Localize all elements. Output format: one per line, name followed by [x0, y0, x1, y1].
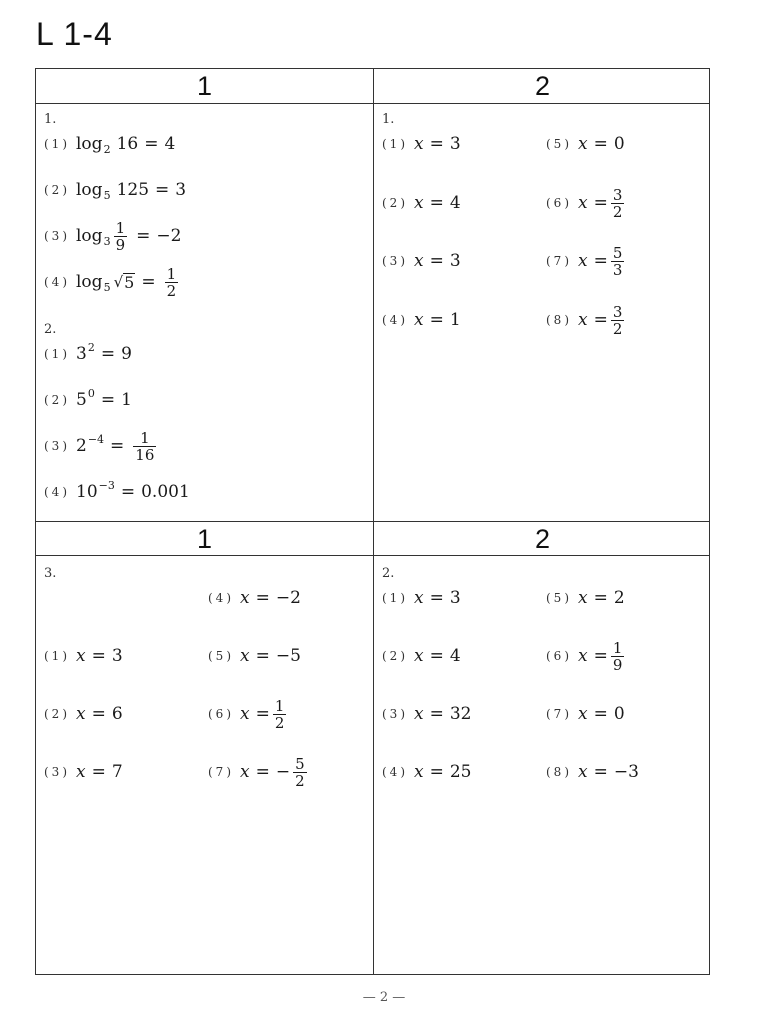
answer-item — [546, 241, 627, 281]
equals-sign: = — [255, 704, 270, 724]
item-label: (4) — [44, 275, 70, 289]
item-label: (7) — [208, 765, 234, 779]
section-label: 2. — [382, 566, 395, 581]
fraction — [611, 640, 625, 673]
item-label: (1) — [44, 137, 70, 151]
fraction-denominator: 2 — [612, 319, 623, 338]
variable: x — [414, 588, 424, 608]
equals-sign: = — [593, 646, 608, 666]
variable: x — [578, 588, 588, 608]
answer-value: 4 — [164, 134, 176, 154]
item-label: (6) — [546, 649, 572, 663]
variable: x — [414, 310, 424, 330]
fraction — [114, 220, 128, 253]
power-base: 3 — [76, 344, 87, 364]
answer-value: 7 — [111, 762, 123, 782]
answer-expression — [76, 180, 186, 200]
equals-sign: = — [429, 310, 444, 330]
variable: x — [414, 251, 424, 271]
item-label: (4) — [208, 591, 234, 605]
answer-item — [546, 124, 625, 164]
power-exponent: −4 — [87, 432, 105, 446]
item-label: (1) — [382, 591, 408, 605]
equals-sign: = — [155, 180, 170, 200]
log-base: 5 — [103, 280, 111, 294]
log-argument: 16 — [116, 134, 139, 154]
answer-value: 1 — [121, 390, 132, 410]
log-base: 5 — [103, 188, 111, 202]
variable: x — [578, 193, 588, 213]
equals-sign: = — [120, 482, 136, 502]
item-label: (3) — [44, 765, 70, 779]
variable: x — [76, 704, 86, 724]
answer-item — [44, 216, 181, 256]
answer-item — [208, 694, 289, 734]
item-label: (8) — [546, 313, 572, 327]
section-label: 3. — [44, 566, 57, 581]
column-header-bottom-left: 1 — [196, 524, 213, 554]
fraction-numerator: 5 — [612, 243, 623, 262]
answer-expression — [76, 478, 190, 502]
fraction-denominator: 2 — [295, 771, 305, 790]
equals-sign: = — [593, 251, 608, 271]
log-text: log — [76, 272, 103, 292]
answer-value: 0 — [613, 704, 625, 724]
answer-item — [382, 578, 461, 618]
column-header-bottom-right: 2 — [534, 524, 551, 554]
answer-value: 25 — [449, 762, 472, 782]
power-exponent: 0 — [87, 386, 95, 400]
item-label: (2) — [44, 393, 70, 407]
page-title: L 1-4 — [36, 16, 113, 52]
item-label: (2) — [382, 196, 408, 210]
answer-item — [44, 380, 132, 420]
answer-item — [382, 636, 461, 676]
answer-value: −3 — [613, 762, 639, 782]
fraction — [611, 304, 625, 337]
answer-value: 3 — [449, 588, 461, 608]
equals-sign: = — [429, 134, 444, 154]
section-label: 1. — [382, 112, 395, 127]
answer-item — [546, 694, 625, 734]
variable: x — [414, 193, 424, 213]
equals-sign: = — [91, 762, 106, 782]
minus-sign: − — [275, 762, 291, 782]
variable: x — [414, 762, 424, 782]
answer-value: 4 — [449, 646, 461, 666]
item-label: (5) — [546, 591, 572, 605]
fraction-denominator: 2 — [612, 202, 623, 221]
answer-item — [44, 752, 123, 792]
answer-value: −5 — [275, 646, 301, 666]
answer-item — [208, 636, 301, 676]
equals-sign: = — [255, 646, 270, 666]
answer-item — [44, 170, 186, 210]
item-label: (4) — [44, 485, 70, 499]
fraction-denominator: 16 — [135, 445, 155, 464]
answer-value: 6 — [111, 704, 123, 724]
item-label: (2) — [44, 183, 70, 197]
item-label: (1) — [44, 347, 70, 361]
fraction-numerator: 3 — [612, 302, 623, 321]
log-base: 2 — [103, 142, 111, 156]
square-root — [114, 273, 136, 291]
answer-item — [382, 300, 461, 340]
answer-value: 0 — [613, 134, 625, 154]
fraction-numerator: 1 — [274, 696, 285, 715]
answer-item — [382, 694, 471, 734]
answer-expression — [76, 430, 159, 463]
log-argument: 125 — [116, 180, 150, 200]
answer-expression — [76, 266, 181, 299]
variable: x — [76, 646, 86, 666]
item-label: (7) — [546, 707, 572, 721]
variable: x — [578, 762, 588, 782]
column-header-top-left: 1 — [196, 71, 213, 101]
answer-expression — [76, 340, 132, 364]
fraction-denominator: 2 — [166, 281, 177, 300]
answer-item — [44, 124, 175, 164]
fraction-denominator: 9 — [612, 655, 623, 674]
fraction-numerator: 1 — [140, 428, 150, 447]
fraction — [165, 266, 179, 299]
log-text: log — [76, 134, 103, 154]
answer-value: 3 — [449, 251, 461, 271]
variable: x — [240, 646, 250, 666]
answer-item — [382, 183, 461, 223]
equals-sign: = — [593, 704, 608, 724]
item-label: (6) — [546, 196, 572, 210]
variable: x — [240, 588, 250, 608]
item-label: (3) — [44, 229, 70, 243]
equals-sign: = — [91, 646, 106, 666]
answer-item — [208, 578, 301, 618]
answer-item — [208, 752, 310, 792]
equals-sign: = — [429, 193, 444, 213]
answer-item — [44, 636, 123, 676]
power-base: 5 — [76, 390, 87, 410]
fraction-numerator: 1 — [166, 264, 177, 283]
item-label: (5) — [208, 649, 234, 663]
fraction — [293, 756, 307, 789]
answer-value: 3 — [449, 134, 461, 154]
variable: x — [240, 704, 250, 724]
variable: x — [240, 762, 250, 782]
answer-value: 32 — [449, 704, 472, 724]
fraction-numerator: 1 — [115, 218, 126, 237]
answer-item — [382, 241, 461, 281]
equals-sign: = — [255, 588, 270, 608]
answer-item — [44, 472, 190, 512]
answer-item — [44, 694, 123, 734]
answer-value: 3 — [175, 180, 187, 200]
power-exponent: −3 — [98, 478, 115, 492]
fraction — [611, 187, 625, 220]
variable: x — [414, 134, 424, 154]
variable: x — [578, 646, 588, 666]
item-label: (8) — [546, 765, 572, 779]
item-label: (3) — [382, 254, 408, 268]
answer-item — [382, 752, 471, 792]
radicand: 5 — [124, 273, 135, 292]
answer-item — [546, 578, 625, 618]
power-base: 2 — [76, 436, 87, 456]
power-base: 10 — [76, 482, 98, 502]
fraction-numerator: 3 — [612, 185, 623, 204]
equals-sign: = — [593, 193, 608, 213]
log-text: log — [76, 226, 103, 246]
equals-sign: = — [429, 704, 444, 724]
answer-expression — [76, 220, 181, 253]
equals-sign: = — [429, 251, 444, 271]
page-number: — 2 — — [362, 990, 406, 1005]
header-divider-top — [36, 103, 709, 104]
answer-value: 3 — [111, 646, 123, 666]
item-label: (1) — [44, 649, 70, 663]
fraction-denominator: 9 — [115, 235, 126, 254]
answer-grid — [35, 68, 710, 975]
answer-item — [546, 300, 627, 340]
log-base: 3 — [103, 234, 111, 248]
equals-sign: = — [593, 762, 608, 782]
equals-sign: = — [110, 436, 125, 456]
section-label: 1. — [44, 112, 57, 127]
item-label: (5) — [546, 137, 572, 151]
equals-sign: = — [100, 344, 116, 364]
answer-item — [546, 636, 627, 676]
fraction-numerator: 5 — [295, 754, 305, 773]
equals-sign: = — [429, 762, 444, 782]
variable: x — [578, 310, 588, 330]
answer-value: 4 — [449, 193, 461, 213]
log-text: log — [76, 180, 103, 200]
answer-item — [44, 262, 181, 302]
fraction — [133, 430, 156, 463]
answer-item — [44, 334, 132, 374]
power-exponent: 2 — [87, 340, 95, 354]
answer-value: −2 — [275, 588, 301, 608]
variable: x — [578, 704, 588, 724]
variable: x — [578, 251, 588, 271]
equals-sign: = — [91, 704, 106, 724]
equals-sign: = — [255, 762, 270, 782]
answer-item — [44, 426, 159, 466]
answer-expression — [76, 386, 132, 410]
answer-value: 0.001 — [141, 482, 190, 502]
fraction-numerator: 1 — [612, 638, 623, 657]
answer-item — [382, 124, 461, 164]
fraction-denominator: 3 — [612, 260, 623, 279]
equals-sign: = — [141, 272, 156, 292]
equals-sign: = — [144, 134, 159, 154]
item-label: (2) — [382, 649, 408, 663]
answer-value: 1 — [449, 310, 461, 330]
variable: x — [76, 762, 86, 782]
item-label: (3) — [44, 439, 70, 453]
radical-sign-icon: √ — [113, 273, 124, 291]
item-label: (7) — [546, 254, 572, 268]
equals-sign: = — [136, 226, 151, 246]
equals-sign: = — [593, 310, 608, 330]
equals-sign: = — [100, 390, 116, 410]
answer-item — [546, 752, 639, 792]
variable: x — [414, 704, 424, 724]
equals-sign: = — [429, 646, 444, 666]
answer-expression — [76, 134, 175, 154]
item-label: (1) — [382, 137, 408, 151]
item-label: (4) — [382, 313, 408, 327]
answer-value: 9 — [121, 344, 132, 364]
equals-sign: = — [593, 588, 608, 608]
answer-item — [546, 183, 627, 223]
fraction-denominator: 2 — [274, 713, 285, 732]
equals-sign: = — [429, 588, 444, 608]
equals-sign: = — [593, 134, 608, 154]
answer-value: −2 — [156, 226, 182, 246]
item-label: (2) — [44, 707, 70, 721]
item-label: (3) — [382, 707, 408, 721]
item-label: (4) — [382, 765, 408, 779]
variable: x — [578, 134, 588, 154]
fraction — [273, 698, 287, 731]
item-label: (6) — [208, 707, 234, 721]
column-header-top-right: 2 — [534, 71, 551, 101]
variable: x — [414, 646, 424, 666]
fraction — [611, 245, 625, 278]
section-label: 2. — [44, 322, 57, 337]
answer-value: 2 — [613, 588, 625, 608]
